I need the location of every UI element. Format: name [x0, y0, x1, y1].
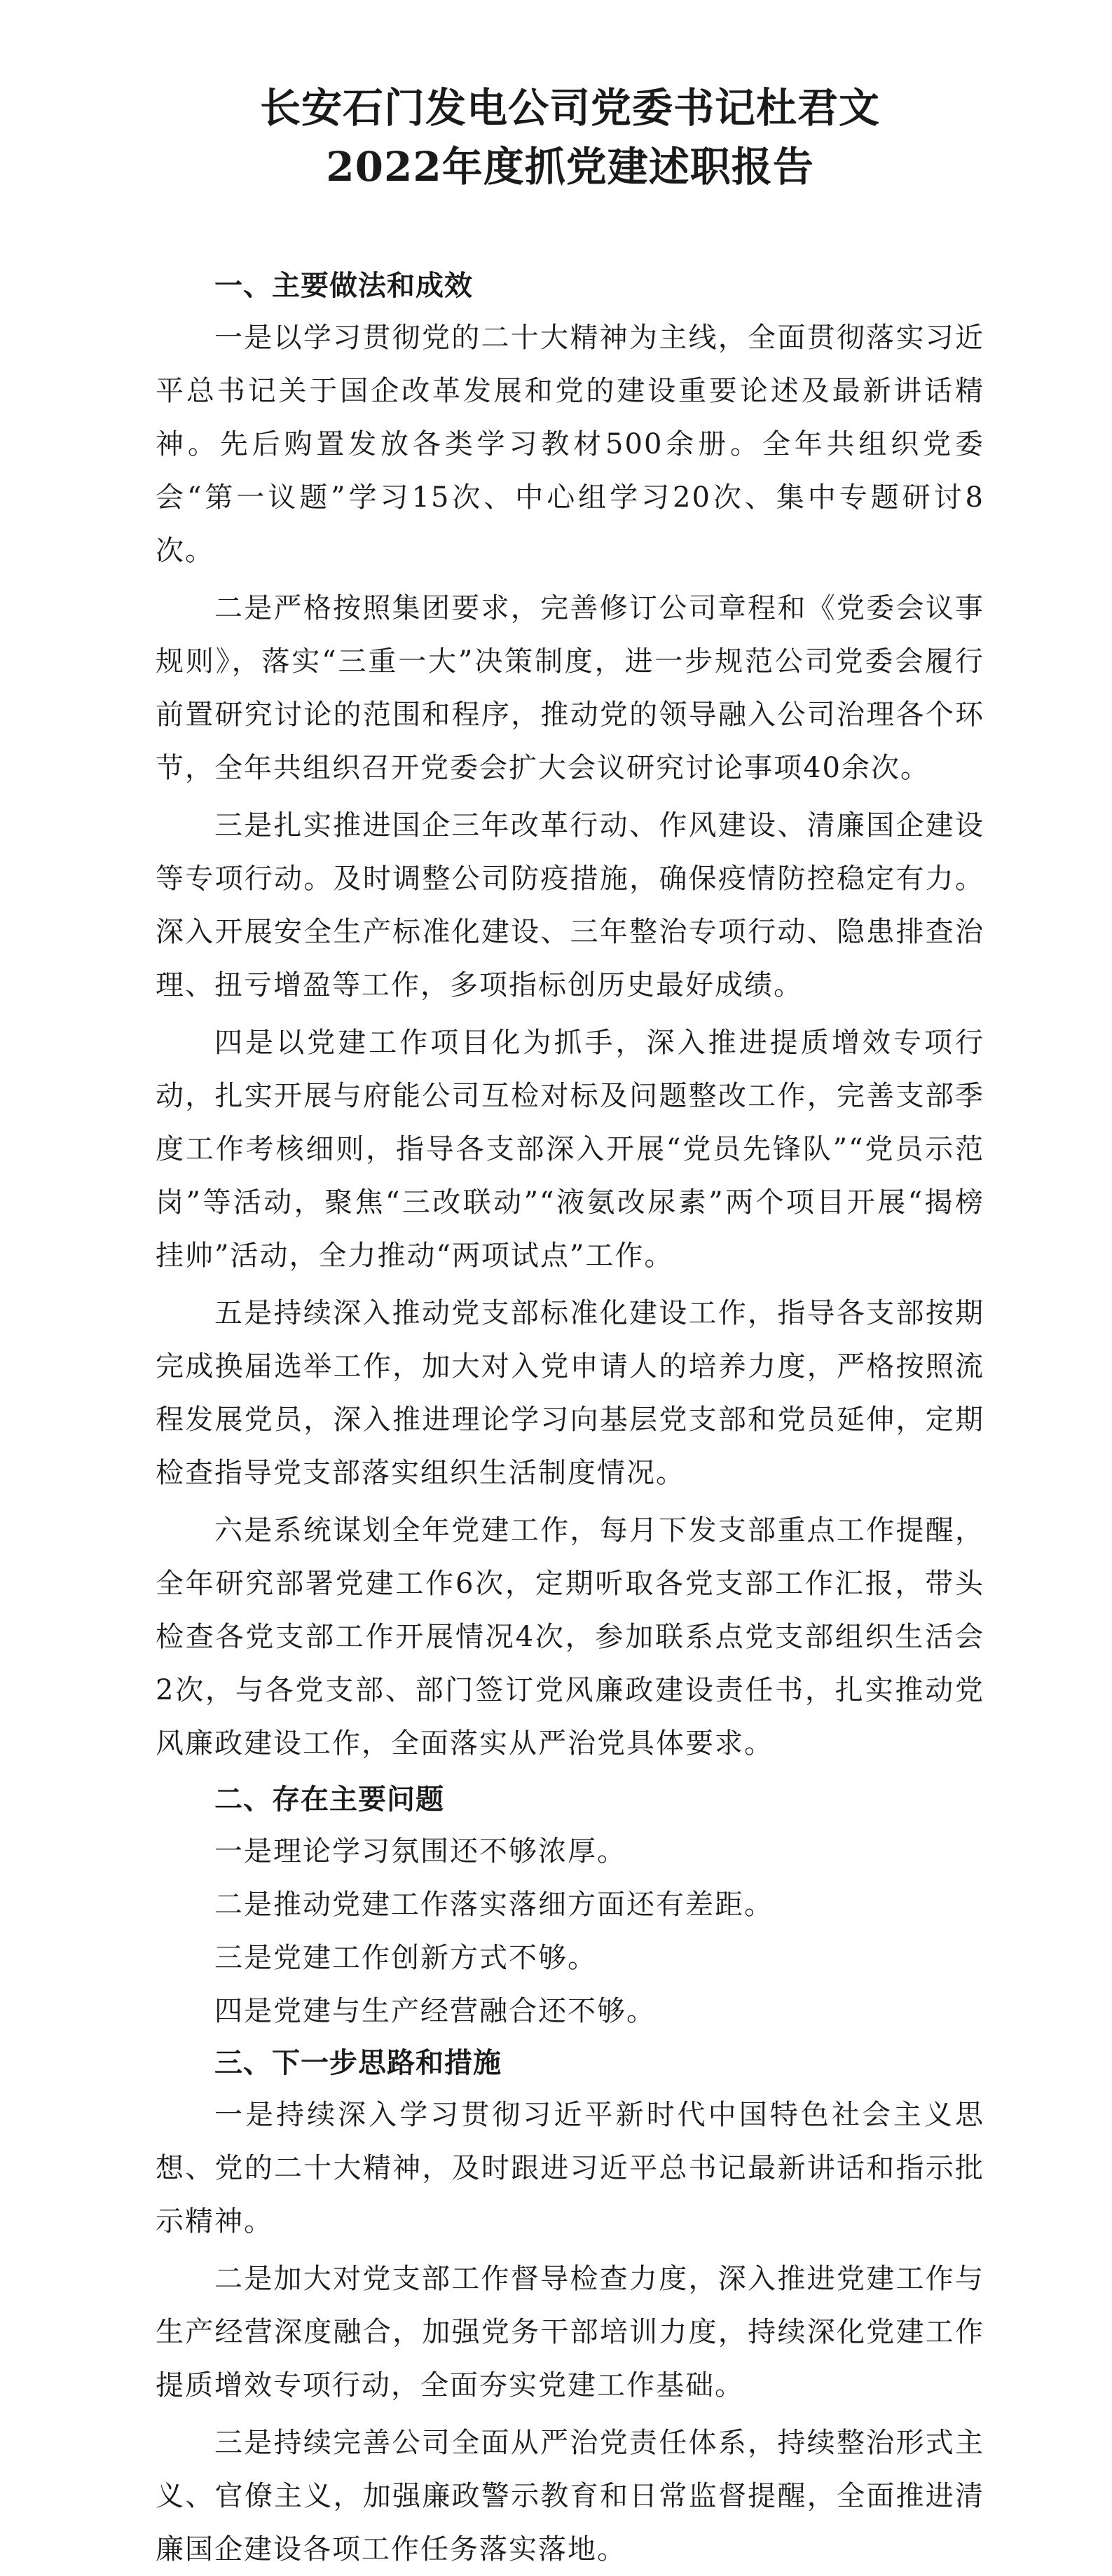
- section-heading-next-steps: 三、下一步思路和措施: [214, 2047, 502, 2079]
- paragraph: 三是扎实推进国企三年改革行动、作风建设、清廉国企建设等专项行动。及时调整公司防疫措施，确保疫情防控稳定有力。深入开展安全生产标准化建设、三年整治专项行动、隐患排查治理、扭亏增盈等工作，多项指标创历史最好成绩。: [156, 809, 984, 1001]
- paragraph: 二是加大对党支部工作督导检查力度，深入推进党建工作与生产经营深度融合，加强党务干部培训力度，持续深化党建工作提质增效专项行动，全面夯实党建工作基础。: [156, 2263, 984, 2402]
- document-body: [156, 261, 984, 2576]
- paragraph: 一是持续深入学习贯彻习近平新时代中国特色社会主义思想、党的二十大精神，及时跟进习近平总书记最新讲话和指示批示精神。: [156, 2099, 984, 2238]
- problem-item: 一是理论学习氛围还不够浓厚。: [214, 1835, 626, 1868]
- title-line-2: 2022年度抓党建述职报告: [326, 143, 814, 191]
- paragraph: 六是系统谋划全年党建工作，每月下发支部重点工作提醒，全年研究部署党建工作6次，定期听取各党支部工作汇报，带头检查各党支部工作开展情况4次，参加联系点党支部组织生活会2次，与各党支部、部门签订党风廉政建设责任书，扎实推动党风廉政建设工作，全面落实从严治党具体要求。: [156, 1514, 984, 1760]
- paragraph: 一是以学习贯彻党的二十大精神为主线，全面贯彻落实习近平总书记关于国企改革发展和党的建设重要论述及最新讲话精神。先后购置发放各类学习教材500余册。全年共组织党委会“第一议题”学习15次、中心组学习20次、集中专题研讨8次。: [156, 322, 984, 567]
- problem-item: 四是党建与生产经营融合还不够。: [214, 1995, 656, 2027]
- title-line-1: 长安石门发电公司党委书记杜君文: [259, 84, 880, 132]
- document-title: [156, 78, 984, 196]
- paragraph: 五是持续深入推动党支部标准化建设工作，指导各支部按期完成换届选举工作，加大对入党申请人的培养力度，严格按照流程发展党员，深入推进理论学习向基层党支部和党员延伸，定期检查指导党支部落实组织生活制度情况。: [156, 1297, 984, 1489]
- paragraph: 二是严格按照集团要求，完善修订公司章程和《党委会议事规则》，落实“三重一大”决策制度，进一步规范公司党委会履行前置研究讨论的范围和程序，推动党的领导融入公司治理各个环节，全年共组织召开党委会扩大会议研究讨论事项40余次。: [156, 592, 984, 784]
- problem-item: 三是党建工作创新方式不够。: [214, 1942, 597, 1974]
- section-heading-achievements: 一、主要做法和成效: [214, 270, 473, 302]
- section-heading-problems: 二、存在主要问题: [214, 1783, 444, 1816]
- problem-item: 二是推动党建工作落实落细方面还有差距。: [214, 1889, 774, 1921]
- paragraph: 四是以党建工作项目化为抓手，深入推进提质增效专项行动，扎实开展与府能公司互检对标及问题整改工作，完善支部季度工作考核细则，指导各支部深入开展“党员先锋队”“党员示范岗”等活动，聚焦“三改联动”“液氨改尿素”两个项目开展“揭榜挂帅”活动，全力推动“两项试点”工作。: [156, 1027, 984, 1272]
- paragraph: 三是持续完善公司全面从严治党责任体系，持续整治形式主义、官僚主义，加强廉政警示教育和日常监督提醒，全面推进清廉国企建设各项工作任务落实落地。: [156, 2427, 984, 2565]
